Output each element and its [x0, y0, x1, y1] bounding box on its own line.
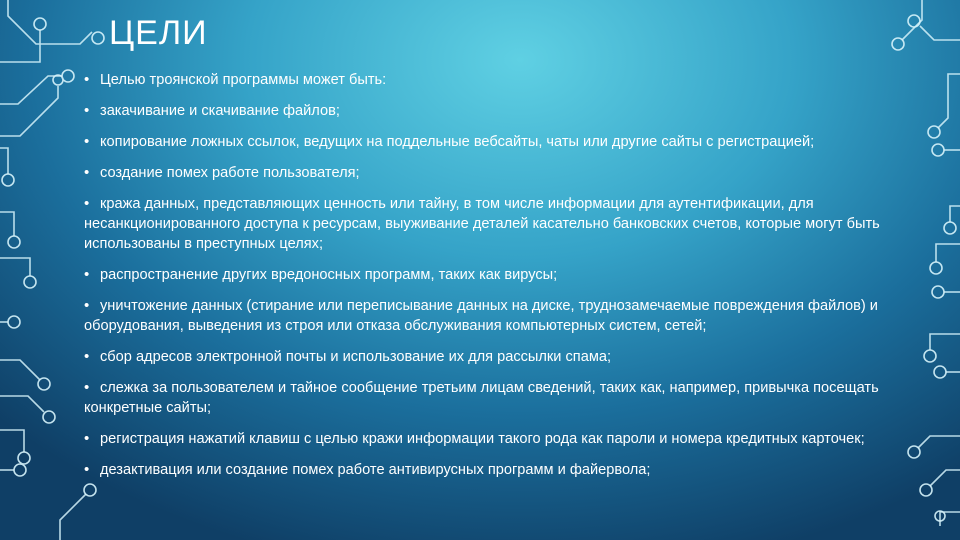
list-item-text: копирование ложных ссылок, ведущих на поддельные вебсайты, чаты или другие сайты с регистрацией; — [100, 134, 815, 150]
list-item-text: дезактивация или создание помех работе антивирусных программ и файервола; — [100, 462, 651, 478]
bullet-icon: • — [84, 461, 90, 478]
list-item-text: сбор адресов электронной почты и использование их для рассылки спама; — [100, 349, 612, 365]
bullet-icon: • — [84, 195, 90, 212]
list-item — [84, 296, 884, 336]
list-item — [84, 429, 884, 449]
list-item-text: Целью троянской программы может быть: — [100, 72, 387, 88]
list-item — [84, 265, 884, 285]
list-item-text: регистрация нажатий клавиш с целью кражи информации такого рода как пароли и номера кредитных карточек; — [100, 431, 865, 447]
list-item — [84, 132, 884, 152]
bullet-icon: • — [84, 430, 90, 447]
list-item — [84, 347, 884, 367]
list-item-text: создание помех работе пользователя; — [100, 165, 360, 181]
bullet-icon: • — [84, 164, 90, 181]
bullet-list — [84, 70, 884, 491]
list-item — [84, 194, 884, 254]
list-item-text: слежка за пользователем и тайное сообщение третьим лицам сведений, таких как, например, привычка посещать конкретные сайты; — [84, 380, 879, 416]
bullet-icon: • — [84, 348, 90, 365]
slide-title: ЦЕЛИ — [109, 14, 208, 52]
list-item — [84, 378, 884, 418]
bullet-icon: • — [84, 71, 90, 88]
list-item — [84, 101, 884, 121]
list-item — [84, 460, 884, 480]
list-item-text: закачивание и скачивание файлов; — [100, 103, 340, 119]
list-item — [84, 163, 884, 183]
bullet-icon: • — [84, 266, 90, 283]
bullet-icon: • — [84, 102, 90, 119]
list-item-text: распространение других вредоносных программ, таких как вирусы; — [100, 267, 558, 283]
bullet-icon: • — [84, 379, 90, 396]
list-item-text: уничтожение данных (стирание или переписывание данных на диске, труднозамечаемые повреждения файлов) и оборудования, выведения из строя или отказа обслуживания компьютерных систем, сетей; — [84, 298, 878, 334]
bullet-icon: • — [84, 297, 90, 314]
list-item-text: кража данных, представляющих ценность или тайну, в том числе информации для аутентификации, для несанкционированного доступа к ресурсам, выуживание деталей касательно банковских счетов, которые могут быть использованы в преступных целях; — [84, 196, 880, 252]
list-item — [84, 70, 884, 90]
bullet-icon: • — [84, 133, 90, 150]
